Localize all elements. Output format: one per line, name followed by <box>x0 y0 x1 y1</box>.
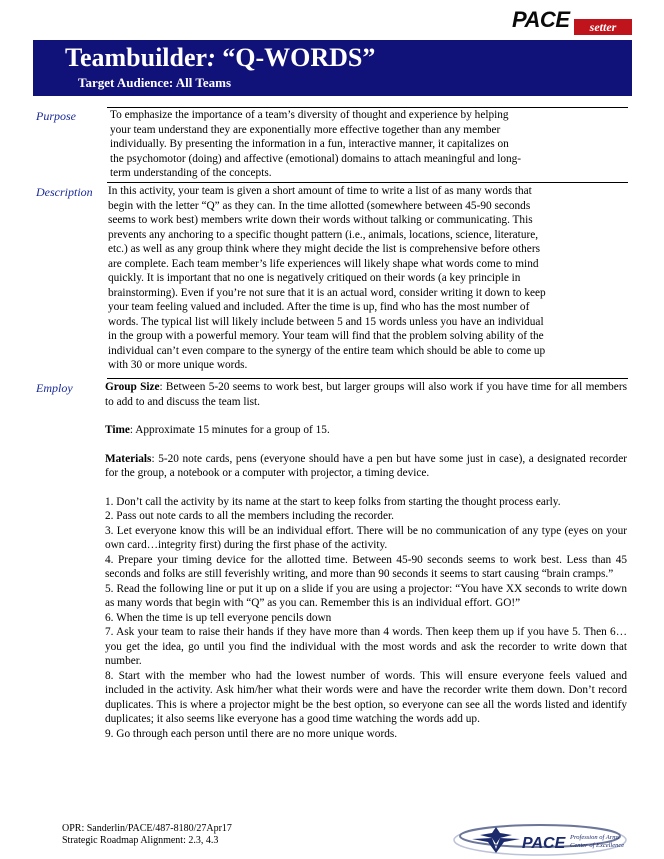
footer-logo-pace: PACE <box>522 835 566 852</box>
materials-label: Materials <box>105 452 152 465</box>
description-top-rule <box>107 182 628 183</box>
time-text: : Approximate 15 minutes for a group of 15. <box>129 424 330 436</box>
roadmap-line: Strategic Roadmap Alignment: 2.3, 4.3 <box>62 834 219 846</box>
group-size-label: Group Size <box>105 381 160 393</box>
employ-top-rule <box>107 378 628 379</box>
purpose-line: the psychomotor (doing) and affective (emotional) domains to attach meaningful and long- <box>110 152 522 165</box>
description-label: Description <box>36 185 93 199</box>
materials-paragraph <box>105 452 627 481</box>
step-item: 5. Read the following line or put it up on a slide if you are using a projector: “You have XX seconds to write down as many words that begin with “Q” as you can. Remember this is an individual effort. GO!” <box>105 582 627 609</box>
group-size-text: : Between 5-20 seems to work best, but larger groups will also work if you have time for all members to add to and discuss the team list. <box>105 381 627 408</box>
group-size-paragraph <box>105 380 627 409</box>
title-colon: : <box>207 43 216 72</box>
page-title <box>65 43 375 73</box>
description-line: brainstorming). Even if you’re not sure that it is an actual word, consider writing it down to keep <box>108 286 546 299</box>
title-main: “Q-WORDS” <box>215 43 376 72</box>
description-line: individual can’t even compare to the synergy of the entire team which should be able to come up <box>108 344 546 357</box>
pace-logo-text: PACE <box>512 7 570 32</box>
employ-label: Employ <box>36 381 73 395</box>
employ-text <box>105 380 627 741</box>
description-line: etc.) as well as any group think where they might decide the list is comprehensive before others <box>108 243 540 255</box>
step-item: 2. Pass out note cards to all the members including the recorder. <box>105 510 394 522</box>
purpose-line: individually. By presenting the information in a fun, interactive manner, it capitalizes on <box>110 138 509 150</box>
title-banner <box>33 40 632 96</box>
description-text <box>108 184 546 373</box>
description-line: in the group with a powerful memory. Your team will find that the problem solving ability of the <box>108 330 544 342</box>
description-line: In this activity, your team is given a short amount of time to write a list of as many words that <box>108 185 532 197</box>
footer-info <box>62 823 232 846</box>
description-line: with 30 or more unique words. <box>108 359 248 371</box>
description-line: are complete. Each team member’s life experiences will likely shape what words come to mind <box>108 257 539 270</box>
air-force-wings-icon <box>472 827 520 853</box>
step-item: 6. When the time is up tell everyone pencils down <box>105 611 332 624</box>
description-line: your team feeling valued and included. After the time is up, find who has the most number of <box>108 301 530 313</box>
pace-center-logo <box>452 823 627 856</box>
description-line: seems to work best) members write down their words without talking or communicating. This <box>108 214 533 226</box>
footer-logo-sub1: Profession of Arms <box>570 834 620 841</box>
footer-logo-sub2: Center of Excellence <box>570 842 625 849</box>
target-audience: Target Audience: All Teams <box>78 75 232 90</box>
title-prefix: Teambuilder <box>65 43 208 72</box>
purpose-line: your team understand they are exponentially more effective together than any member <box>110 123 501 136</box>
setter-logo-text: setter <box>574 19 632 35</box>
pacesetter-logo <box>504 7 632 35</box>
time-label: Time <box>105 424 130 436</box>
step-item: 1. Don’t call the activity by its name at the start to keep folks from starting the thought process early. <box>105 495 561 508</box>
step-item: 3. Let everyone know this will be an individual effort. There will be no communication of any type (eyes on your own card…integrity first) during the first phase of the activity. <box>105 524 627 551</box>
step-item: 4. Prepare your timing device for the allotted time. Between 45-90 seconds seems to work best. Less than 45 seconds and folks are still feverishly writing, and more than 90 seconds it seems to start causing “brain cramps.” <box>105 553 627 580</box>
purpose-line: term understanding of the concepts. <box>110 167 272 179</box>
description-line: prevents any anchoring to a specific thought pattern (i.e., animals, locations, science, literature, <box>108 228 539 241</box>
purpose-label: Purpose <box>36 109 76 123</box>
step-item: 8. Start with the member who had the lowest number of words. This will ensure everyone feels valued and included in the activity. Ask him/her what their words were and have the recorder write them down. Don’t record duplicates. This is where a projector might be the best option, so everyone can see all the words listed and identify duplicates; it also seems like everyone has a good time watching the words add up. <box>105 669 627 725</box>
description-line: words. The typical list will likely include between 5 and 15 words unless you have an individual <box>108 315 544 328</box>
description-line: begin with the letter “Q” as they can. In the time allotted (somewhere between 45-90 seconds <box>108 199 531 212</box>
time-paragraph <box>105 423 627 438</box>
purpose-line: To emphasize the importance of a team’s diversity of thought and experience by helping <box>110 109 509 121</box>
description-line: quickly. It is important that no one is negatively critiqued on their words (a key principle in <box>108 272 521 284</box>
step-item: 7. Ask your team to raise their hands if they have more than 4 words. Then keep them up if you have 5. Then 6… you get the idea, go until you find the individual with the most words and ask the recorder to write down that number. <box>105 626 627 667</box>
step-item: 9. Go through each person until there are no more unique words. <box>105 727 398 740</box>
purpose-text <box>110 108 521 181</box>
opr-line: OPR: Sanderlin/PACE/487-8180/27Apr17 <box>62 823 232 834</box>
materials-text: : 5-20 note cards, pens (everyone should have a pen but have some just in case), a designated recorder for the group, a notebook or a computer with projector, a timing device. <box>105 452 627 479</box>
